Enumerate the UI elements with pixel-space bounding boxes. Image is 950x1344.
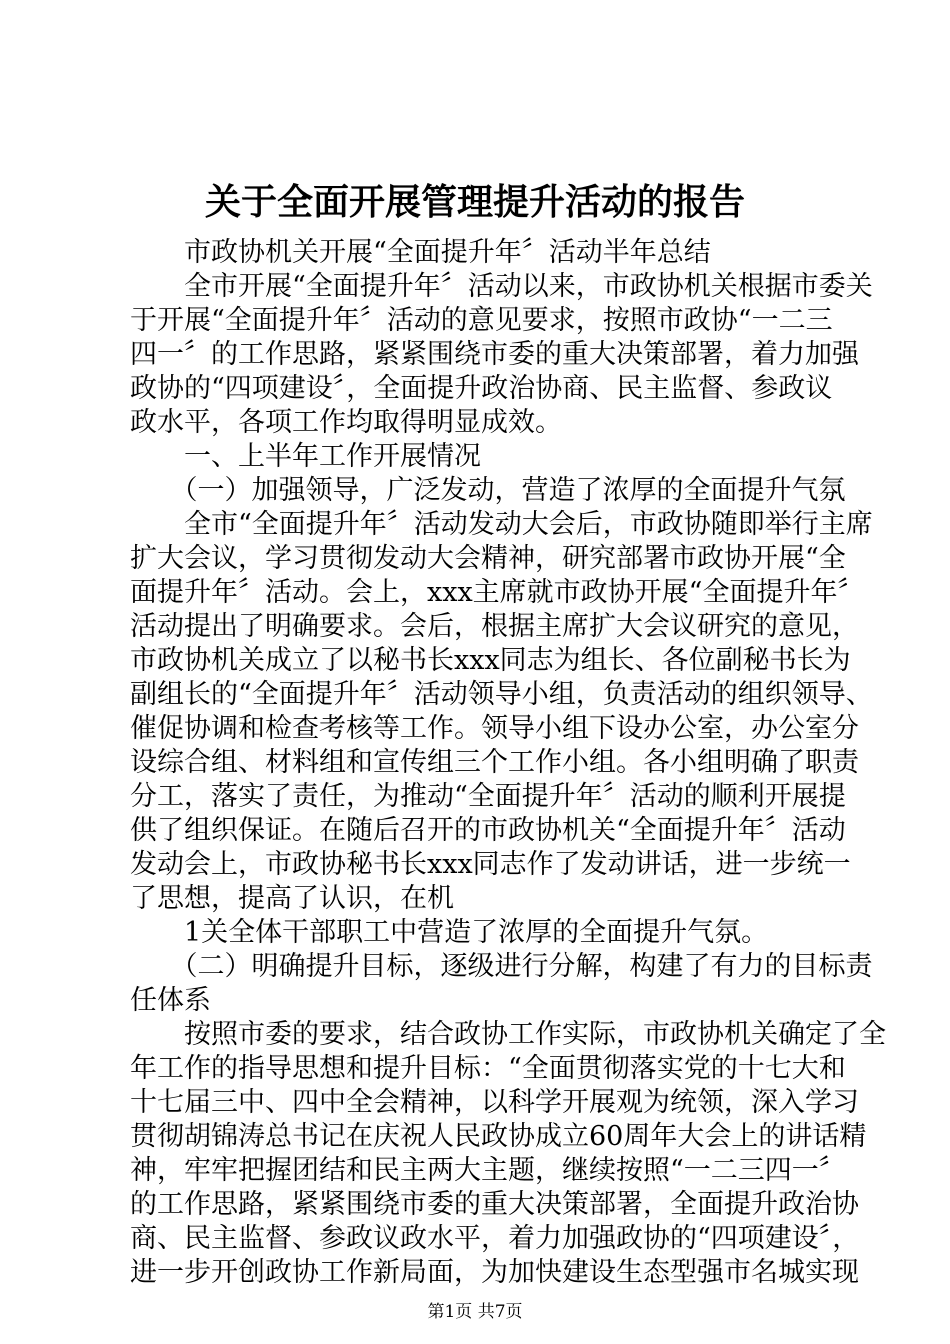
body-line: 年工作的指导思想和提升目标：“全面贯彻落实党的十七大和 [130,1053,846,1084]
body-line: 的工作思路，紧紧围绕市委的重大决策部署，全面提升政治协 [130,1189,859,1220]
body-line: 按照市委的要求，结合政协工作实际，市政协机关确定了全 [130,1019,886,1050]
body-line: 发动会上，市政协秘书长xxx同志作了发动讲话，进一步统一 [130,849,851,880]
body-line: 市政协机关成立了以秘书长xxx同志为组长、各位副秘书长为 [130,645,851,676]
body-line: 分工，落实了责任，为推动“全面提升年〞活动的顺利开展提 [130,781,846,812]
body-line: 十七届三中、四中全会精神，以科学开展观为统领，深入学习 [130,1087,859,1118]
body-line: 全市“全面提升年〞活动发动大会后，市政协随即举行主席 [130,509,873,540]
body-line: 四一〞的工作思路，紧紧围绕市委的重大决策部署，着力加强 [130,339,859,370]
page-footer: 第1页 共7页 [427,1302,523,1322]
subsection-heading: （二）明确提升目标，逐级进行分解，构建了有力的目标责 [130,951,873,982]
body-line: 1关全体干部职工中营造了浓厚的全面提升气氛。 [130,917,769,948]
body-line: 于开展“全面提升年〞活动的意见要求，按照市政协“一二三 [130,305,833,336]
subsection-heading: 任体系 [130,985,211,1016]
body-line: 贯彻胡锦涛总书记在庆祝人民政协成立60周年大会上的讲话精 [130,1121,867,1152]
body-line: 扩大会议，学习贯彻发动大会精神，研究部署市政协开展“全 [130,543,846,574]
body-line: 政水平，各项工作均取得明显成效。 [130,407,562,438]
body-line: 市政协机关开展“全面提升年〞活动半年总结 [130,237,711,268]
body-line: 设综合组、材料组和宣传组三个工作小组。各小组明确了职责 [130,747,859,778]
body-line: 了思想，提高了认识，在机 [130,883,454,914]
subsection-heading: （一）加强领导，广泛发动，营造了浓厚的全面提升气氛 [130,475,846,506]
body-line: 商、民主监督、参政议政水平，着力加强政协的“四项建设〞， [130,1223,860,1254]
body-line: 进一步开创政协工作新局面，为加快建设生态型强市名城实现 [130,1257,859,1288]
body-line: 全市开展“全面提升年〞活动以来，市政协机关根据市委关 [130,271,873,302]
body-line: 副组长的“全面提升年〞活动领导小组，负责活动的组织领导、 [130,679,873,710]
body-line: 催促协调和检查考核等工作。领导小组下设办公室，办公室分 [130,713,859,744]
body-line: 供了组织保证。在随后召开的市政协机关“全面提升年〞活动 [130,815,846,846]
section-heading: 一、上半年工作开展情况 [130,441,481,472]
body-line: 面提升年〞活动。会上，xxx主席就市政协开展“全面提升年〞 [130,577,865,608]
body-line: 活动提出了明确要求。会后，根据主席扩大会议研究的意见， [130,611,859,642]
document-title: 关于全面开展管理提升活动的报告 [204,181,745,223]
body-line: 政协的“四项建设〞，全面提升政治协商、民主监督、参政议 [130,373,833,404]
body-line: 神，牢牢把握团结和民主两大主题，继续按照“一二三四一〞 [130,1155,846,1186]
